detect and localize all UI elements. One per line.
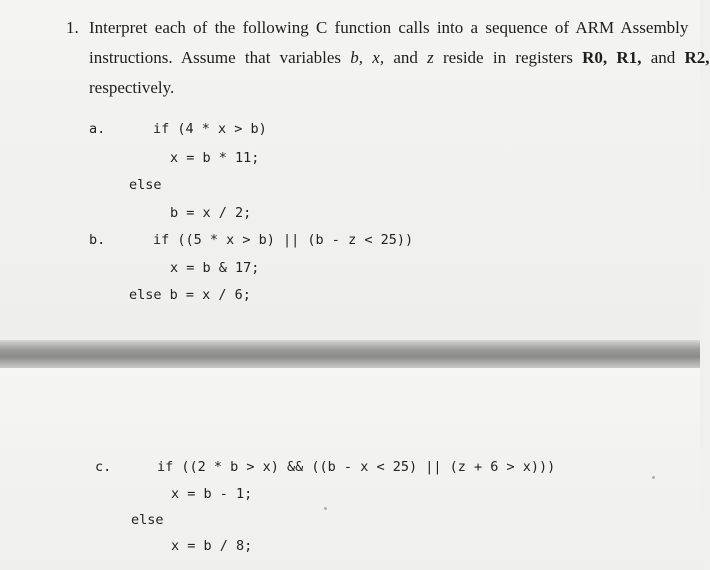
question-text-line-3: respectively. <box>89 78 175 97</box>
part-b-label: b. <box>89 232 106 248</box>
part-b-else-line: else b = x / 6; <box>129 287 251 303</box>
part-c-if-line: if ((2 * b > x) && ((b - x < 25) || (z + 6 > x))) <box>157 459 556 475</box>
part-c-label: c. <box>95 459 112 475</box>
question-text-line-1: Interpret each of the following C function calls into a sequence of ARM Assembly <box>89 18 689 37</box>
part-c-then-line: x = b - 1; <box>171 486 253 502</box>
part-c-else-body-line: x = b / 8; <box>171 538 253 554</box>
part-b-if-line: if ((5 * x > b) || (b - z < 25)) <box>153 232 414 248</box>
part-c-else-line: else <box>131 512 164 528</box>
question-number: 1. <box>66 18 79 37</box>
question-text-line-2: instructions. Assume that variables b, x, and z reside in registers R0, R1, and R2, <box>89 48 710 67</box>
part-a-if-line: if (4 * x > b) <box>153 121 267 137</box>
part-a-label: a. <box>89 121 106 137</box>
part-a-else-body-line: b = x / 2; <box>170 205 252 221</box>
part-a-else-line: else <box>129 177 162 193</box>
part-b-then-line: x = b & 17; <box>170 260 260 276</box>
speck-mark <box>652 476 655 479</box>
page-divider <box>0 340 700 368</box>
speck-mark <box>324 507 327 510</box>
part-a-then-line: x = b * 11; <box>170 150 260 166</box>
